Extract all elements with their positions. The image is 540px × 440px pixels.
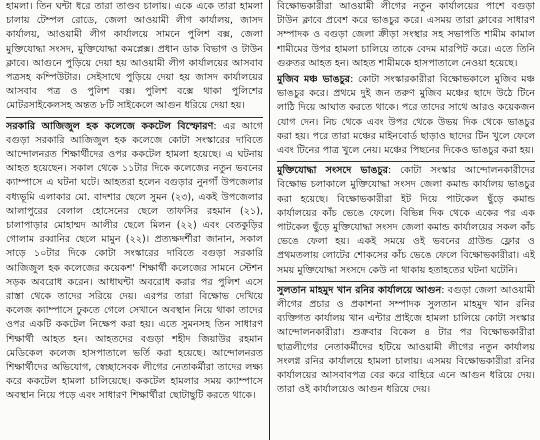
azizul-haque-college-heading: সরকারি আজিজুল হক কলেজে ককটেল বিস্ফোরণ [6,120,214,132]
section-divider [277,161,535,162]
muktijoddha-sangsad-body: : কোটা সংস্কার আন্দোলনকারীদের বিক্ষোভ চলাকালে মুক্তিযোদ্ধা সংসদ জেলা কমান্ড কার্যালয় ভাঙচুর করা হয়েছে। বিক্ষোভকারীরা ইট দিয়ে পাটকেল ছুঁড়ে কমান্ড কার্যালয়ের কাঁচ ভেঙে ফেলে। বিভিন্ন দিক থেকে একের পর এক পাটকেল ছুঁড়ে মুক্তিযোদ্ধা সংসদ জেলা কমান্ড কার্যালয়ের সকল কাঁচ ভেঙে ফেলা হয়। একই সময়ে ওই ভবনের গ্রাউন্ড ফ্লোর ও প্রথমতলায় লোটের শোকসের কাঁচ ভেঙে ফেলে বিক্ষোভকারীরা। এই সময় মুক্তিযোদ্ধা সংসদে কেউ না থাকায় হতাহতের ঘটনা ঘটেনি। [277,165,535,276]
mujib-mancha-body: : কোটা সংস্কারকারীরা বিক্ষোভকালে মুজিব মঞ্চ ভাঙচুর করে। প্রথমে দুই জন তরুণ মুজিব মঞ্চের ছাদে উঠে টিনে লাঠি দিয়ে আঘাত করতে থাকে। পরে তাদের সাথে আরও কয়েকজন যোগ দেন। নিচ থেকে এবং উপর থেকে উভয় দিক থেকে ভাঙচুর করা হয়। পরে তারা মঞ্চের মাইনবোর্ড ছাড়াও ছাদের টিন খুলে ফেলে এবং টিনের পাত্র খুলে নেয়। মঞ্চের পিছনের দিকেও ভাঙচুর করা হয়। [277,74,535,157]
left-column [6,0,263,440]
sultan-mahmud-office-section [277,284,535,398]
azizul-haque-college-section [6,120,263,404]
section-divider [6,117,263,118]
left-intro-text: হামলা। তিন ঘন্টা ধরে তারা তাণ্ডব চালায়। একে একে তারা হামলা চালায় টেম্পল রোডে, জেলা আওয়ামী লীগ কার্যালয়, জাসদ কার্যালয়, আওয়ামী লীগ কার্যালয়ে সামনে পুলিশ বক্স, জেলা মুক্তিযোদ্ধা সংসদ, মুক্তিযোদ্ধা কমপ্লেক্স। প্রধান ডাক বিভাগ ও টাউন ক্লাবে। আগুনে পুড়িয়ে দেয়া হয় আওয়ামী লীগ কার্যালয়ের আসবাব পত্রসহ কম্পিউটার। সেইসাথে পুড়িয়ে দেয়া হয় জাসদ কার্যালয়ের আসবাব পত্র ও পুলিশ বক্স। পুলিশ বক্সে থাকা পুলিশের মোটরসাইকেলসহ অন্তত ৮টি সাইকেলে আগুন ধরিয়ে দেয়া হয়। [6,1,263,112]
right-intro-paragraph [277,0,535,71]
mujib-mancha-section [277,73,535,158]
muktijoddha-sangsad-heading: মুক্তিযোদ্ধা সংসদে ভাঙচুর [277,165,388,177]
muktijoddha-sangsad-section [277,164,535,278]
right-intro-text: বিক্ষোভকারীরা আওয়ামী লীগের নতুন কার্যালয়ের পাশে বগুড়া টাউন ক্লাবে প্রবেশ করে ভাঙচুর করে। এসময় তারা ক্লাবের সাধারণ সম্পাদক ও বগুড়া জেলা ক্রীড়া সংস্থার সহ সভাপতি শামীম কামাল শামীমের উপর হামলা চালিয়ে তাকে বেদম মারপিট করে। এতে তিনি গুরুতর আহত হন। আহত শামীমকে হাসপাতালে নেওয়া হয়েছে। [277,1,535,69]
sultan-mahmud-office-body: : বগুড়া জেলা আওয়ামী লীগের প্রচার ও প্রকাশনা সম্পাদক সুলতান মাহমুদ খান রনির ব্যক্তিগত কার্যালয় খান এন্টার প্রাইজে হামলা চালিয়ে কোটা সংস্কার আন্দোলনকারীরা। শুক্রবার বিকেল ৪ টার পর বিক্ষোভকারীরা ছাত্রলীগের নেতাকর্মীদের হটিয়ে আওয়ামী লীগের নতুন কার্যালয় সংলগ্ন রনির কার্যালয়ে হামলা চালায়। এসময় বিক্ষোভকারীরা রনির কার্যালয়ের আসবাবপত্র বের করে বাহিরে এনে আগুন ধরিয়ে দেয়। তারা ওই কার্যালয়েও আগুন ধরিয়ে দেয়। [277,284,535,396]
left-intro-paragraph [6,0,263,114]
right-column [277,0,535,440]
column-divider [269,0,270,440]
azizul-haque-college-body: : এর আগে বগুড়া সরকারি আজিজুল হক কলেজে কোটা সংস্কারের দাবিতে আন্দোলনরত শিক্ষার্থীদের ওপর ককটেল হামলা হয়েছে। এ ঘটনায় আহত হয়েছেন। সকাল থেকে ১১টার দিকে কলেজের নতুন ভবনের ক্যাম্পাসে এ ঘটনা ঘটে। আহতরা হলেন বগুড়ার নুনগাঁ উপজেলার বধ্যভূমি এলাকার মো. বাদশার ছেলে সুমন (২৩), একই উপজেলার আলাপুরের বেলাল হোসেনের ছেলে তাফসির রহমান (২১), চালাপাড়ার মোহাম্মদ আলীর ছেলে মিলন (২২) এবং বেতকুড়ির গোলাম রব্বানির ছেলে মামুন (২২)। প্রত্যক্ষদর্শীরা জানান, সকাল সাড়ে ১০টার দিকে কোটা সংস্কারের দাবিতে বগুড়া সরকারি আজিজুল হক কলেজের কয়েকশ' শিক্ষার্থী কলেজের সামনে স্টেশন সড়ক অবরোধ করেন। আধাঘন্টা অবরোধ করার পর পুলিশ এসে রাস্তা থেকে তাদের সরিয়ে দেয়। এরপর তারা বিক্ষোভ দেখিয়ে কলেজ ক্যাম্পাসে ঢুকতে গেলে সেখানে অবস্থান নিয়ে থাকা তাদের ওপর একটি ককটেল নিক্ষেপ করা হয়। এতে সুমনসহ তিন সাধারণ শিক্ষার্থী আহত হন। আহতদের বগুড়া শহীদ জিয়াউর রহমান মেডিকেল কলেজ হাসপাতালে ভর্তি করা হয়েছে। আন্দোলনরত শিক্ষার্থীদের অভিযোগ, স্বেচ্ছাসেবক লীগের নেতাকর্মীরা তাদের লক্ষ্য করে ককটেল হামলা চালিয়েছে। ককটেল হামলার সময় ক্যাম্পাসে অবস্থান নিয়ে পড়ে এবং সাধারণ শিক্ষার্থীরা ছোটাছুটি করতে থাকে। [6,120,263,402]
section-divider [277,281,535,282]
mujib-mancha-heading: মুজিব মঞ্চ ভাঙচুর [277,74,351,86]
sultan-mahmud-office-heading: সুলতান মাহমুদ খান রনির কার্যালয়ে আগুন [277,284,442,296]
